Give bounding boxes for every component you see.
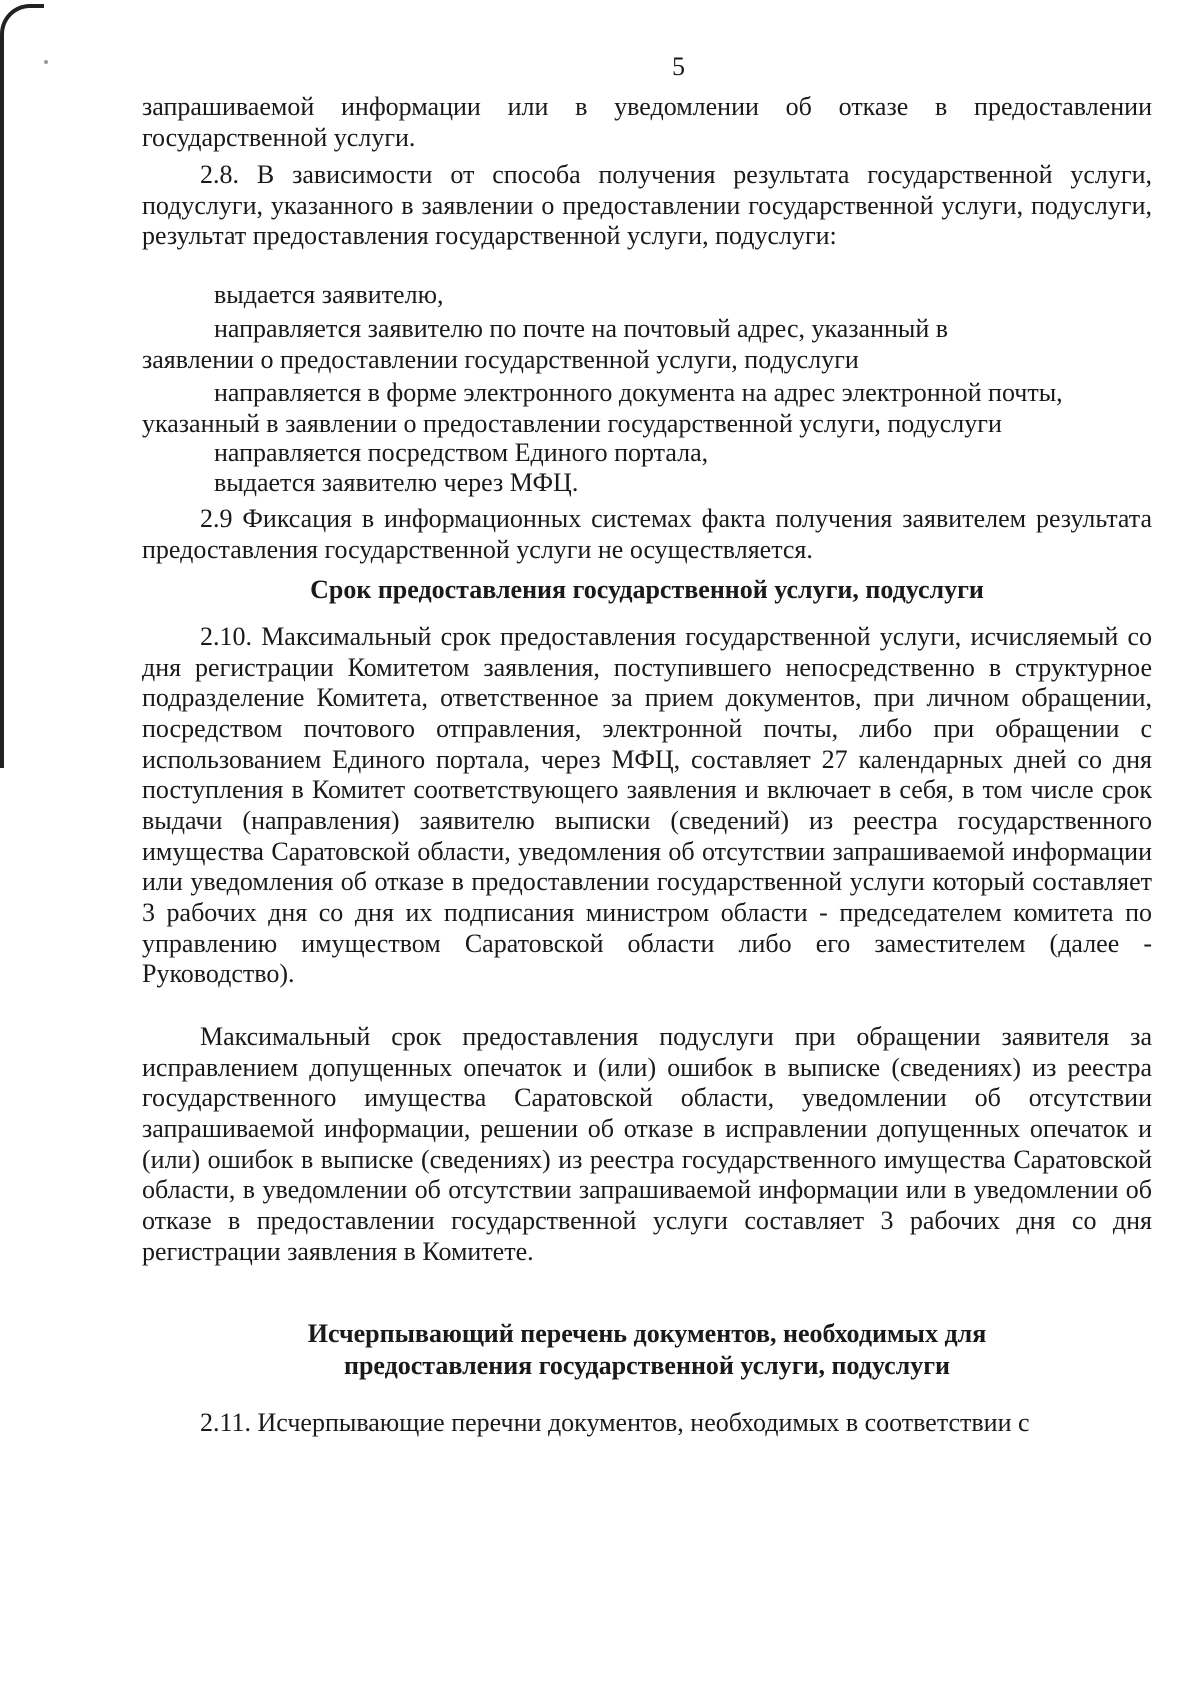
paragraph-max-term: Максимальный срок предоставления подуслуги при обращении заявителя за исправлением допущенных опечаток и (или) ошибок в выписке (сведениях) из реестра государственного имущества Саратовской области, уведомлении об отсутствии запрашиваемой информации, решении об отказе в исправлении допущенных опечаток и (или) ошибок в выписке (сведениях) из реестра государственного имущества Саратовской области, в уведомлении об отсутствии запрашиваемой информации или в уведомлении об отказе в предоставлении государственной услуги составляет 3 рабочих дня со дня регистрации заявления в Комитете. [142,1022,1152,1266]
scan-corner-mark [0,4,44,768]
paragraph-2-11: 2.11. Исчерпывающие перечни документов, необходимых в соответствии с [200,1408,1030,1437]
list-item-option-2-rest: заявлении о предоставлении государственной услуги, подуслуги [142,344,859,374]
list-item-option-3 [142,378,1152,439]
paragraph-2-9: 2.9 Фиксация в информационных системах факта получения заявителем результата предоставления государственной услуги не осуществляется. [142,504,1152,564]
paragraph-2-10: 2.10. Максимальный срок предоставления государственной услуги, исчисляемый со дня регистрации Комитетом заявления, поступившего непосредственно в структурное подразделение Комитета, ответственное за прием документов, при личном обращении, посредством почтового отправления, электронной почты, либо при обращении с использованием Единого портала, через МФЦ, составляет 27 календарных дней со дня поступления в Комитет соответствующего заявления и включает в себя, в том числе срок выдачи (направления) заявителю выписки (сведений) из реестра государственного имущества Саратовской области, уведомления об отсутствии запрашиваемой информации или уведомления об отказе в предоставлении государственной услуги который составляет 3 рабочих дня со дня их подписания министром области - председателем комитета по управлению имуществом Саратовской области либо его заместителем (далее - Руководство). [142,622,1152,989]
section-heading-documents [142,1318,1152,1381]
list-item-option-2-first-line: направляется заявителю по почте на почтовый адрес, указанный в [214,314,949,343]
list-item-option-3-rest: указанный в заявлении о предоставлении государственной услуги, подуслуги [142,408,1002,438]
page-number: 5 [672,52,685,81]
section-heading-documents-line-2: предоставления государственной услуги, подуслуги [343,1350,951,1380]
scan-speck [44,60,48,64]
paragraph-continuation: запрашиваемой информации или в уведомлении об отказе в предоставлении государственной услуги. [142,92,1152,152]
list-item-option-2 [142,314,1152,375]
section-heading-documents-line-1: Исчерпывающий перечень документов, необходимых для [307,1319,987,1348]
list-item-option-3-first-line: направляется в форме электронного документа на адрес электронной почты, [214,378,1063,407]
paragraph-2-8: 2.8. В зависимости от способа получения результата государственной услуги, подуслуги, указанного в заявлении о предоставлении государственной услуги, подуслуги, результат предоставления государственной услуги, подуслуги: [142,160,1152,251]
section-heading-term: Срок предоставления государственной услуги, подуслуги [310,575,984,604]
list-item-option-1: выдается заявителю, [214,280,444,309]
list-item-option-4: направляется посредством Единого портала, [214,438,709,467]
list-item-option-5: выдается заявителю через МФЦ. [214,468,579,497]
